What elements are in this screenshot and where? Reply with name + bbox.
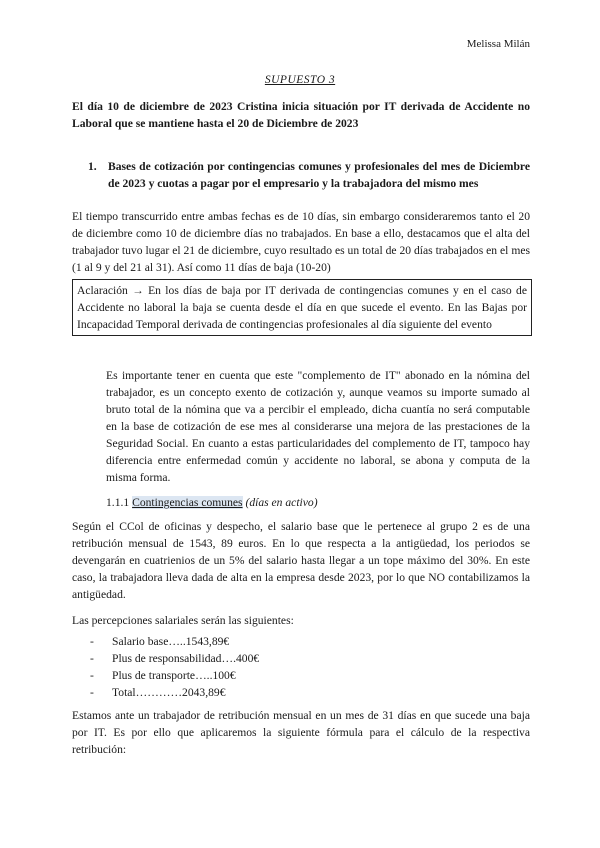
subsection-number: 1.1.1 — [106, 496, 130, 509]
paragraph-complement: Es importante tener en cuenta que este "complemento de IT" abonado en la nómina del trabajador, es un concepto exento de cotización y, aunque veamos su importe sumado al bruto total de la nómina que va a percibir el empleado, dicha cuantía no será computable en la base de cotización de ese mes al considerarse una mejora de las prestaciones de la Seguridad Social. En cuanto a estas particularidades del complemento de IT, tampoco hay diferencia entre enfermedad común y accidente no laboral, se abona y computa de la misma forma. — [106, 369, 530, 484]
paragraph-perceptions: Las percepciones salariales serán las siguientes: — [72, 614, 294, 627]
section-heading-text: Bases de cotización por contingencias comunes y profesionales del mes de Diciembre de 2023 y cuotas a pagar por el empresario y la trabajadora del mismo mes — [108, 160, 530, 190]
list-item: - Total…………2043,89€ — [90, 686, 226, 699]
subsection-label: Contingencias comunes — [132, 496, 243, 509]
intro-paragraph: El día 10 de diciembre de 2023 Cristina inicia situación por IT derivada de Accidente no Laboral que se mantiene hasta el 20 de Diciembre de 2023 — [72, 100, 530, 130]
list-item-text: Total…………2043,89€ — [112, 686, 226, 699]
paragraph-formula: Estamos ante un trabajador de retribución mensual en un mes de 31 días en que sucede una baja por IT. Es por ello que aplicaremos la siguiente fórmula para el cálculo de la respectiva retribución: — [72, 709, 530, 756]
author-name: Melissa Milán — [466, 38, 530, 50]
list-item: - Plus de responsabilidad….400€ — [90, 652, 260, 665]
section-heading — [88, 158, 530, 192]
list-item: - Salario base…..1543,89€ — [90, 635, 230, 648]
list-item-text: Plus de transporte…..100€ — [112, 669, 236, 682]
subsection-heading — [106, 494, 318, 511]
page-title: SUPUESTO 3 — [264, 74, 336, 86]
paragraph-days: El tiempo transcurrido entre ambas fechas es de 10 días, sin embargo consideraremos tanto el 20 de diciembre como 10 de diciembre días no trabajados. En base a ello, destacamos que el alta del trabajador tuvo lugar el 21 de diciembre, cuyo resultado es un total de 20 días trabajados en el mes (1 al 9 y del 21 al 31). Así como 11 días de baja (10-20) — [72, 210, 530, 274]
list-item-text: Salario base…..1543,89€ — [112, 635, 230, 648]
section-number: 1. — [88, 160, 97, 173]
subsection-note: (días en activo) — [245, 496, 318, 509]
clarification-box: Aclaración → En los días de baja por IT derivada de contingencias comunes y en el caso de Accidente no laboral la baja se cuenta desde el día en que sucede el evento. En las Bajas por Incapacidad Temporal derivada de contingencias profesionales al día siguiente del evento — [72, 279, 532, 336]
paragraph-salary: Según el CCol de oficinas y despecho, el salario base que le pertenece al grupo 2 es de una retribución mensual de 1543, 89 euros. En lo que respecta a la antigüedad, los periodos se devengarán en cuatrienios de un 5% del salario hasta llegar a un tope máximo del 30%. En este caso, la trabajadora lleva dada de alta en la empresa desde 2023, por lo que NO contabilizamos la antigüedad. — [72, 520, 530, 601]
list-item: - Plus de transporte…..100€ — [90, 669, 236, 682]
salary-list — [90, 633, 259, 701]
list-item-text: Plus de responsabilidad….400€ — [112, 652, 260, 665]
